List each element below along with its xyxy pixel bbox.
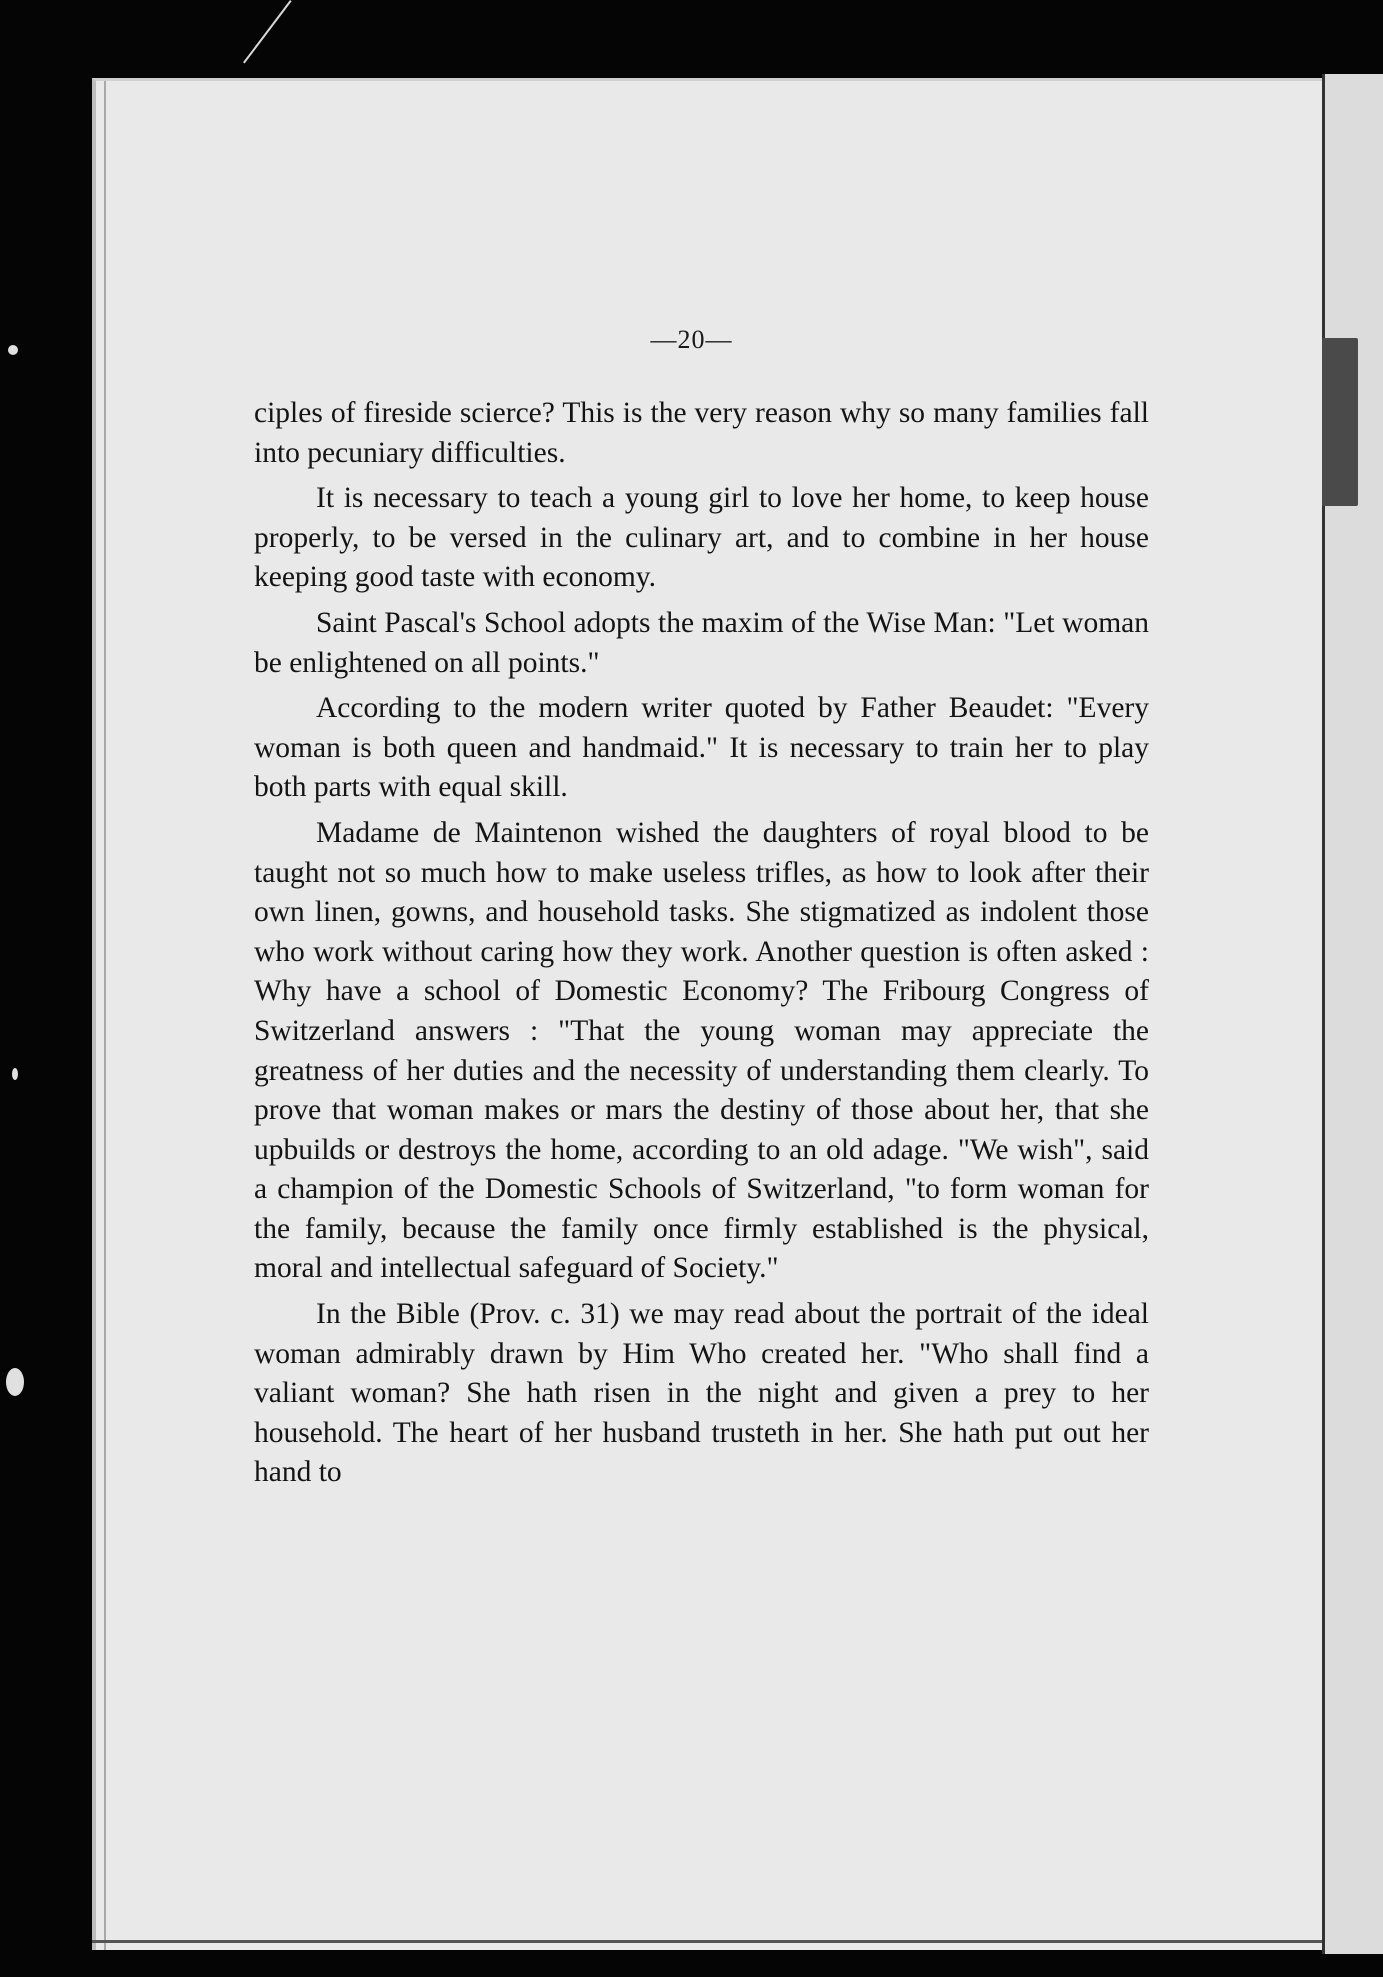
- paragraph: Saint Pascal's School adopts the maxim of the Wise Man: "Let woman be enlightened on all points.": [254, 606, 1149, 679]
- page-bottom-edge: [92, 1940, 1322, 1943]
- paragraph: According to the modern writer quoted by Father Beaudet: "Every woman is both queen and handmaid." It is necessary to train her to play both parts with equal skill.: [254, 692, 1149, 804]
- film-scratch: [243, 0, 292, 63]
- dust-speck: [12, 1068, 18, 1080]
- paragraph: Madame de Maintenon wished the daughters of royal blood to be taught not so much how to make useless trifles, as how to look after their own linen, gowns, and household tasks. She stigmatized as indolent those who work without caring how they work. Another question is often asked : Why have a school of Domestic Economy? The Fribourg Congress of Switzerland answers : "That the young woman may appreciate the greatness of her duties and the necessity of understanding them clearly. To prove that woman makes or mars the destiny of those about her, that she upbuilds or destroys the home, according to an old adage. "We wish", said a champion of the Domestic Schools of Switzerland, "to form woman for the family, because the family once firmly established is the physical, moral and intellectual safeguard of Society.": [254, 816, 1149, 1285]
- page-tab-mark: [1318, 338, 1358, 506]
- page-body: [254, 394, 1149, 1499]
- paragraph: In the Bible (Prov. c. 31) we may read about the portrait of the ideal woman admirably drawn by Him Who created her. "Who shall find a valiant woman? She hath risen in the night and given a prey to her household. The heart of her husband trusteth in her. She hath put out her hand to: [254, 1298, 1149, 1489]
- page-number: —20—: [650, 325, 733, 354]
- paragraph: It is necessary to teach a young girl to love her home, to keep house properly, to be versed in the culinary art, and to combine in her house keeping good taste with economy.: [254, 482, 1149, 594]
- page-gutter-line: [104, 81, 106, 1950]
- paragraph: ciples of fireside scierce? This is the very reason why so many families fall into pecuniary difficulties.: [254, 397, 1149, 469]
- dust-speck: [6, 1368, 24, 1396]
